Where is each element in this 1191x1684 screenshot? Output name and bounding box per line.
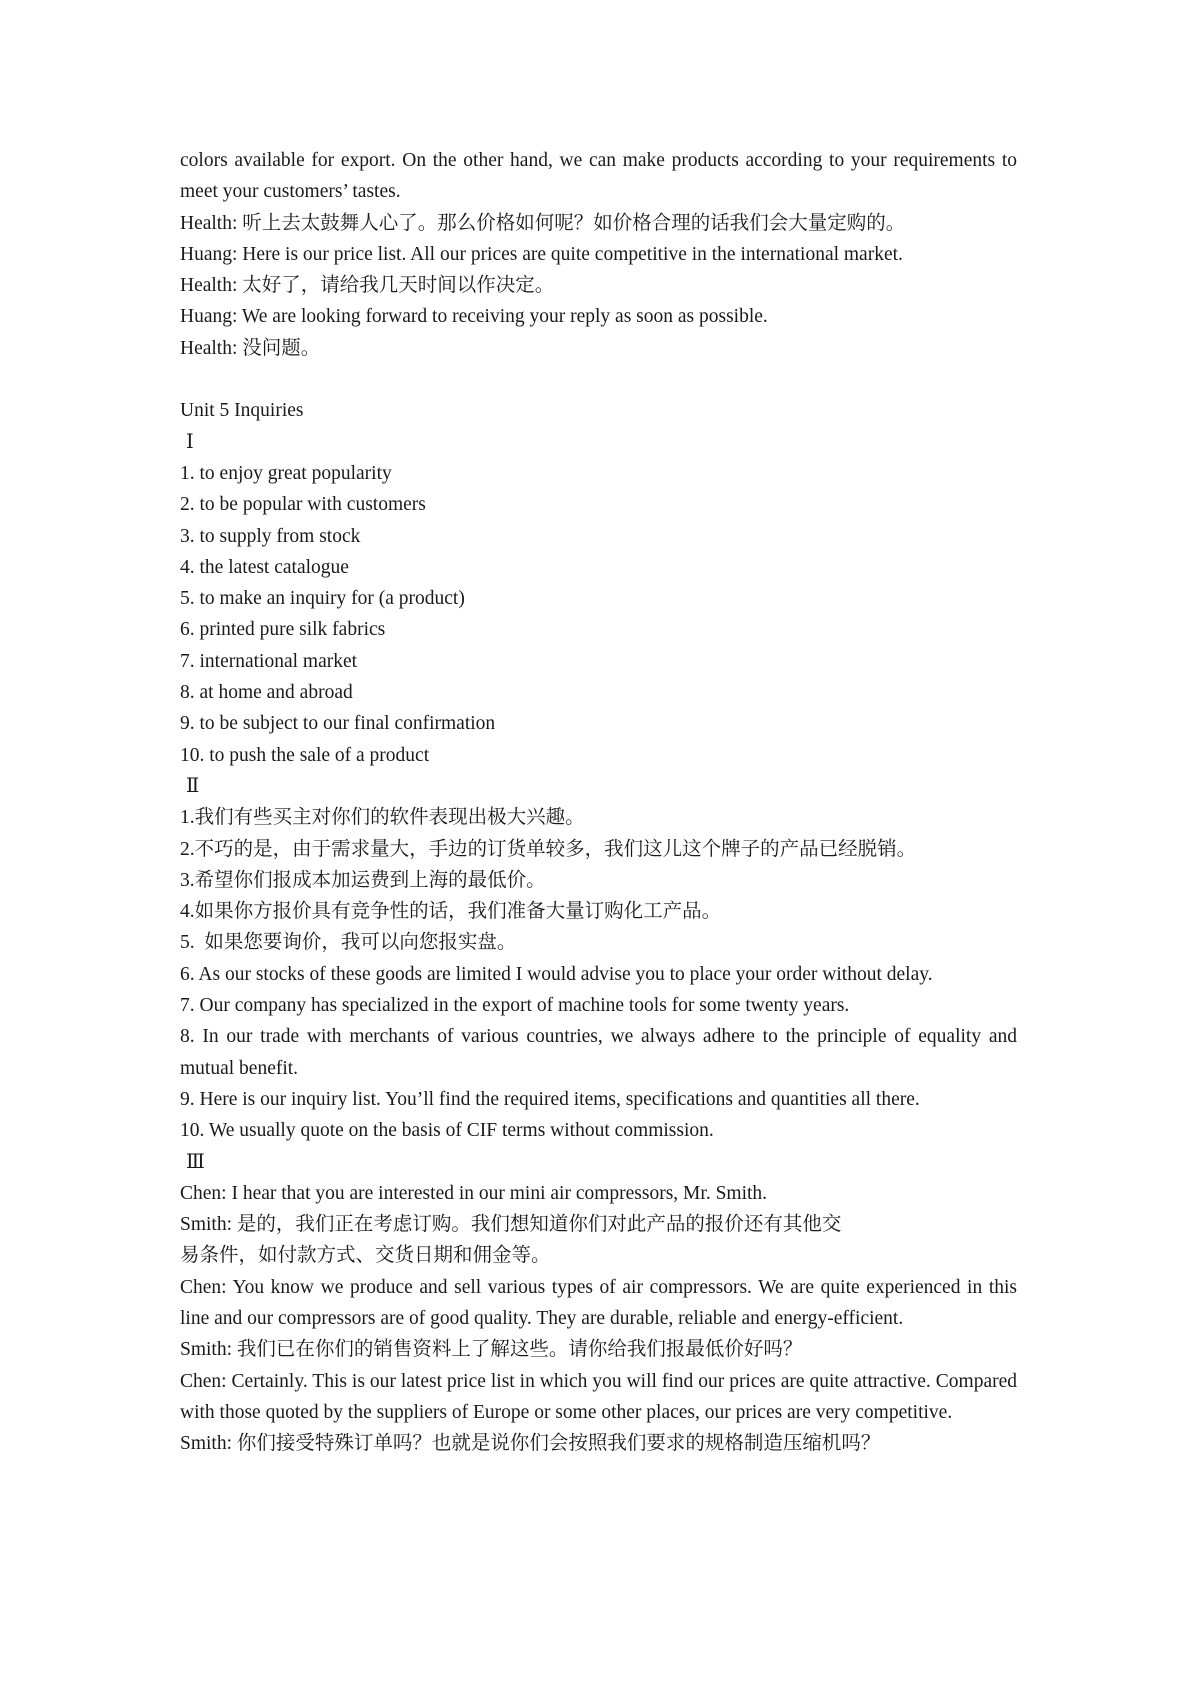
list-item: 2. to be popular with customers <box>180 494 426 516</box>
list-item: 2.不巧的是，由于需求量大，手边的订货单较多，我们这儿这个牌子的产品已经脱销。 <box>180 838 917 860</box>
dialogue-line: Health: 听上去太鼓舞人心了。那么价格如何呢？如价格合理的话我们会大量定购的。 <box>180 212 906 234</box>
section-1 <box>180 427 1017 771</box>
list-item: 1.我们有些买主对你们的软件表现出极大兴趣。 <box>180 807 585 829</box>
list-item: 5. 如果您要询价，我可以向您报实盘。 <box>180 932 517 954</box>
list-item: 8. In our trade with merchants of various countries, we always adhere to the principle of equality and mutual benefit. <box>180 1026 1017 1079</box>
list-item: 3. to supply from stock <box>180 525 361 547</box>
list-item: 6. printed pure silk fabrics <box>180 619 386 641</box>
dialogue-paragraph: Chen: Certainly. This is our latest price list in which you will find our prices are quite attractive. Compared with those quoted by the suppliers of Europe or some other places, our prices are very competitive. <box>180 1370 1017 1423</box>
section-numeral: Ⅰ <box>186 431 194 453</box>
dialogue-line: Smith: 你们接受特殊订单吗？也就是说你们会按照我们要求的规格制造压缩机吗？ <box>180 1433 881 1455</box>
list-item: 9. to be subject to our final confirmation <box>180 713 496 735</box>
dialogue-line: Smith: 我们已在你们的销售资料上了解这些。请你给我们报最低价好吗？ <box>180 1339 803 1361</box>
dialogue-line: Health: 太好了，请给我几天时间以作决定。 <box>180 275 555 297</box>
list-item: 1. to enjoy great popularity <box>180 462 392 484</box>
list-item: 7. international market <box>180 650 358 672</box>
dialogue-line: Smith: 是的，我们正在考虑订购。我们想知道你们对此产品的报价还有其他交 <box>180 1214 842 1236</box>
list-item: 8. at home and abroad <box>180 682 353 704</box>
top-dialogue <box>180 145 1017 364</box>
list-item: 10. We usually quote on the basis of CIF terms without commission. <box>180 1120 714 1142</box>
section-numeral: Ⅲ <box>186 1151 205 1173</box>
list-item: 7. Our company has specialized in the export of machine tools for some twenty years. <box>180 995 850 1017</box>
section-3 <box>180 1147 1017 1460</box>
list-item: 10. to push the sale of a product <box>180 744 430 766</box>
dialogue-line: Health: 没问题。 <box>180 337 321 359</box>
section-numeral: Ⅱ <box>186 775 200 797</box>
list-item: 3.希望你们报成本加运费到上海的最低价。 <box>180 869 546 891</box>
list-item: 4.如果你方报价具有竞争性的话，我们准备大量订购化工产品。 <box>180 901 722 923</box>
unit-title: Unit 5 Inquiries <box>180 400 304 422</box>
dialogue-paragraph: Chen: You know we produce and sell various types of air compressors. We are quite experienced in this line and our compressors are of good quality. They are durable, reliable and energy-efficient. <box>180 1276 1017 1329</box>
dialogue-line: Huang: Here is our price list. All our prices are quite competitive in the international market. <box>180 243 903 265</box>
list-item: 9. Here is our inquiry list. You’ll find the required items, specifications and quantities all there. <box>180 1088 920 1110</box>
dialogue-paragraph: colors available for export. On the other hand, we can make products according to your requirements to meet your customers’ tastes. <box>180 150 1017 203</box>
blank-line <box>180 364 1017 395</box>
document-page <box>180 145 1017 1459</box>
list-item: 4. the latest catalogue <box>180 556 349 578</box>
dialogue-line: Chen: I hear that you are interested in our mini air compressors, Mr. Smith. <box>180 1182 768 1204</box>
list-item: 5. to make an inquiry for (a product) <box>180 588 465 610</box>
list-item: 6. As our stocks of these goods are limited I would advise you to place your order without delay. <box>180 963 933 985</box>
dialogue-line: Huang: We are looking forward to receiving your reply as soon as possible. <box>180 306 768 328</box>
section-2 <box>180 771 1017 1147</box>
dialogue-line: 易条件，如付款方式、交货日期和佣金等。 <box>180 1245 551 1267</box>
